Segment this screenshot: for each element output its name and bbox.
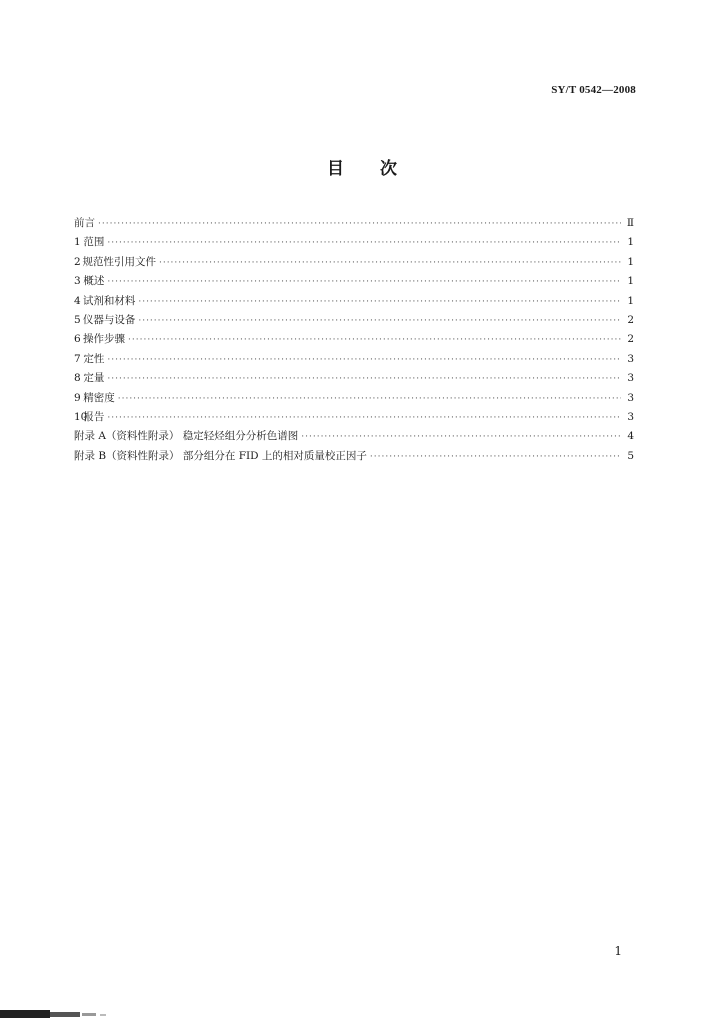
toc-entry[interactable] [74,369,634,388]
toc-entry-page: 1 [627,255,634,268]
toc-leader-dots [370,448,621,467]
toc-entry[interactable] [74,427,634,446]
toc-entry-page: 3 [627,410,634,423]
toc-entry-page: 4 [627,430,634,443]
toc-leader-dots [107,409,621,428]
toc-entry-page: 2 [627,333,634,346]
toc-entry-number: 1 [74,236,81,249]
toc-entry-page: 2 [627,313,634,326]
scan-artifact [0,1002,120,1022]
toc-entry-label: 仪器与设备 [82,313,136,326]
toc-entry-label: 范围 [83,236,105,249]
toc-entry[interactable] [74,447,634,466]
toc-entry-number: 9 [74,391,81,404]
page-number: 1 [614,944,622,958]
toc-leader-dots [107,370,621,389]
toc-leader-dots [138,293,621,312]
toc-entry-page: 3 [627,391,634,404]
toc-entry-page: 1 [627,236,634,249]
toc-leader-dots [107,273,621,292]
toc-entry-label: 定性 [83,352,105,365]
toc-entry[interactable] [74,408,634,427]
toc-entry-number: 10 [74,410,88,423]
toc-entry-number: 5 [74,313,81,326]
toc-entry-number: 7 [74,352,81,365]
toc-leader-dots [301,428,621,447]
toc-leader-dots [118,390,621,409]
toc-entry[interactable] [74,350,634,369]
toc-entry-page: Ⅱ [626,217,634,229]
toc-entry-label: 前言 [74,217,95,229]
toc-entry-page: 5 [627,449,634,462]
toc-entry-label: 试剂和材料 [82,294,136,307]
page-title: 目次 [327,159,433,179]
toc-entry-number: 4 [74,294,81,307]
toc-entry[interactable] [74,272,634,291]
toc-leader-dots [107,234,621,253]
toc-entry-page: 1 [627,294,634,307]
toc-entry-label: 附录 B（资料性附录） 部分组分在 FID 上的相对质量校正因子 [74,449,367,462]
toc-leader-dots [138,312,621,331]
toc-leader-dots [98,215,621,234]
toc-entry[interactable] [74,389,634,408]
toc-entry-number: 3 [74,275,81,288]
toc-leader-dots [159,254,621,273]
toc-entry[interactable] [74,311,634,330]
toc-entry-number: 2 [74,255,81,268]
toc-entry-label: 规范性引用文件 [82,255,156,268]
toc-entry-page: 1 [627,275,634,288]
toc-entry-label: 精密度 [83,391,115,404]
toc-entry[interactable] [74,330,634,349]
toc-entry-number: 8 [74,372,81,385]
toc-entry[interactable] [74,292,634,311]
toc-entry-label: 操作步骤 [83,333,126,346]
toc-entry[interactable] [74,214,634,233]
toc-entry-label: 报告 [83,410,105,423]
toc-entry[interactable] [74,233,634,252]
toc-entry-page: 3 [627,352,634,365]
toc-entry-label: 概述 [83,275,105,288]
toc-entry-number: 6 [74,333,81,346]
standard-code: SY/T 0542—2008 [551,84,636,96]
toc-entry-label: 附录 A（资料性附录） 稳定轻烃组分分析色谱图 [74,430,299,443]
toc-entry-label: 定量 [83,372,105,385]
table-of-contents [74,214,634,466]
toc-entry-page: 3 [627,372,634,385]
toc-leader-dots [128,331,621,350]
toc-leader-dots [107,351,621,370]
toc-entry[interactable] [74,253,634,272]
